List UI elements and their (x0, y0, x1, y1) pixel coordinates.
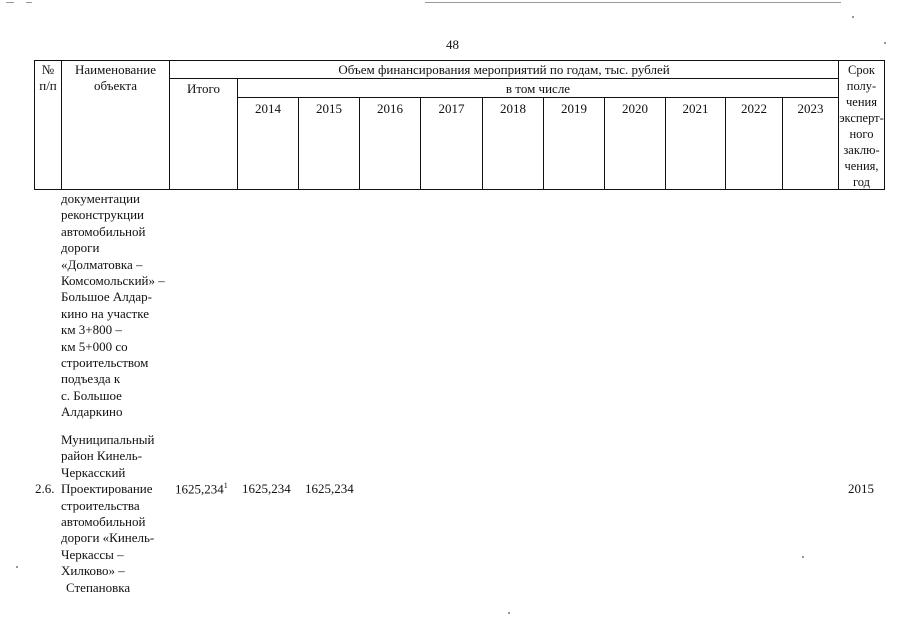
year-header: 2022 (741, 101, 767, 116)
year-header: 2015 (316, 101, 342, 116)
rule (237, 97, 838, 98)
scan-speck (508, 612, 510, 614)
year-header: 2014 (255, 101, 281, 116)
rule (884, 60, 885, 190)
description-line: Черкассы – (61, 546, 124, 562)
table-header (34, 60, 885, 190)
total-value (175, 481, 228, 497)
description-line: «Долматовка – (61, 256, 143, 272)
description-line: км 3+800 – (61, 322, 122, 338)
column-header-funding: Объем финансирования мероприятий по годам, тыс. рублей (338, 62, 670, 77)
description-line: км 5+000 со (61, 338, 128, 354)
scan-mark (26, 2, 32, 3)
column-header-including: в том числе (505, 81, 571, 96)
rule (34, 60, 885, 61)
scan-speck (852, 16, 854, 18)
district-line: Муниципальный (61, 432, 155, 447)
description-line: Большое Алдар- (61, 289, 152, 305)
description-line: Комсомольский» – (61, 273, 165, 289)
term-value: 2015 (848, 481, 874, 496)
rule (169, 78, 838, 79)
row-number: 2.6. (35, 481, 55, 496)
description-line: подъезда к (61, 371, 121, 387)
row-description-continued (61, 191, 173, 421)
district-line: район Кинель- (61, 448, 143, 464)
scan-mark (6, 2, 14, 3)
rule (169, 60, 170, 190)
district-line: Черкасский (61, 464, 126, 480)
scan-mark (425, 2, 841, 3)
row-description (61, 432, 173, 596)
description-line: автомобильной (61, 223, 146, 239)
description-line: автомобильной (61, 514, 146, 530)
year-header: 2020 (622, 101, 648, 116)
description-line: строительством (61, 355, 149, 371)
description-line: с. Большое (61, 387, 122, 403)
column-header-name: Наименование объекта (75, 62, 156, 93)
footnote-marker: 1 (223, 481, 228, 490)
column-header-term: Срок полу-чения эксперт-ного заклю-чения, год (839, 63, 884, 189)
year-header: 2021 (682, 101, 709, 116)
description-line: Хилково» – (61, 563, 125, 579)
description-line: документации (61, 191, 141, 206)
description-line: Алдаркино (61, 404, 123, 420)
description-line: кино на участке (61, 305, 149, 321)
year-header: 2016 (377, 101, 403, 116)
year-header: 2019 (561, 101, 587, 116)
description-line: дороги (61, 240, 100, 256)
value-2015: 1625,234 (305, 481, 354, 496)
scan-speck (802, 556, 804, 558)
description-line: реконструкции (61, 207, 145, 223)
year-header: 2018 (500, 101, 526, 116)
description-line: Проектирование (61, 481, 153, 497)
page-number: 48 (446, 37, 459, 52)
total-amount: 1625,234 (175, 481, 224, 497)
column-header-number: № п/п (39, 62, 57, 93)
rule (34, 189, 885, 190)
description-line: Степановка (66, 579, 131, 595)
year-header: 2023 (797, 101, 824, 116)
scan-speck (16, 566, 18, 568)
value-2014: 1625,234 (242, 481, 291, 496)
year-header: 2017 (438, 101, 465, 116)
column-header-total: Итого (187, 81, 220, 96)
description-line: строительства (61, 497, 140, 513)
description-line: дороги «Кинель- (61, 530, 155, 546)
